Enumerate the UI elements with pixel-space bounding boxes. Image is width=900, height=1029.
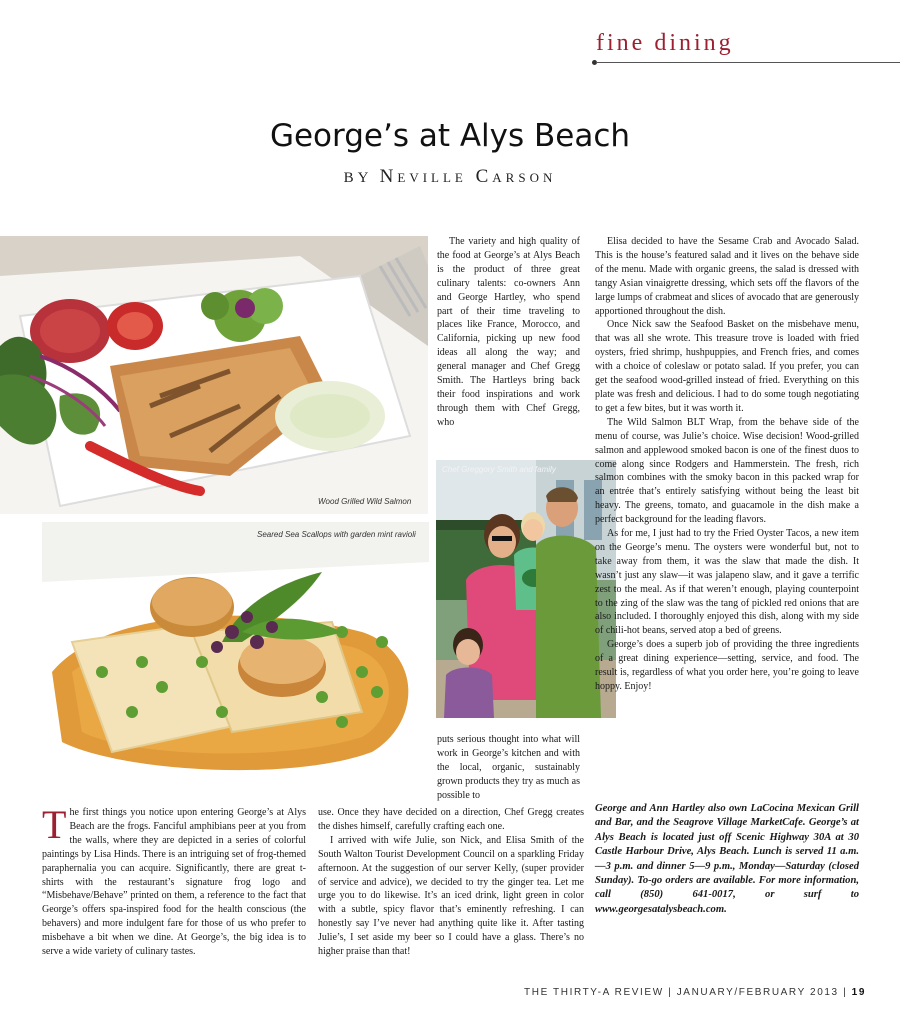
col1-upper-text (437, 235, 580, 430)
footer-separator-2: | (843, 987, 852, 998)
footer-issue: JANUARY/FEBRUARY 2013 (676, 987, 839, 998)
article-byline (0, 166, 900, 188)
article-title: George’s at Alys Beach (269, 118, 631, 154)
col1-bottom-text (42, 802, 306, 959)
page-footer (496, 987, 866, 998)
col2-paragraph-1: use. Once they have decided on a direction, Chef Gregg creates the dishes himself, carefully crafting each one. (318, 807, 584, 832)
scallops-caption: Seared Sea Scallops with garden mint ravioli (257, 530, 416, 539)
col1-intro-paragraph: The variety and high quality of the food at George’s at Alys Beach is the product of three great culinary talents: co-owners Ann and George Hartley, who spend part of their time traveling to places like France, Morocco, and California, picking up new food ideas all along the way; and general manager and Chef Gregg Smith. The Hartleys bring back their food inspirations and work through them with Chef Gregg, who (437, 236, 580, 428)
col1-cont-text (437, 733, 580, 803)
col3-paragraph-2: Once Nick saw the Seafood Basket on the misbehave menu, that was all she wrote. This treasure trove is loaded with fried oysters, fried shrimp, hushpuppies, and French fries, and comes with a choice of coleslaw or potato salad. If you prefer, you can get the seafood wood-grilled instead of fried. Everything on this plate was fresh and delicious. I had to do some tough negotiating to get a few bites, but it was worth it. (595, 319, 859, 414)
footer-publication: THE THIRTY-A REVIEW (524, 987, 664, 998)
opening-paragraph-text: he first things you notice upon entering George’s at Alys Beach are the frogs. Fanciful amphibians peer at you from the walls, where they are depicted in a series of colorful paintings by Lisa Hinds. There is an intriguing set of frog-themed paraphernalia you can acquire. Significantly, there are great t-shirts with the restaurant’s signature frog logo and “Misbehave/Behave” printed on them, a reference to the fact that George’s offers spa-inspired food for the health conscious (the behavers) and more indulgent fare for those of us who prefer to misbehave a bit when we dine. At George’s, the big idea is to serve a wide variety of culinary tastes. (42, 807, 306, 958)
chef-caption: Chef Greggory Smith and family (442, 465, 556, 474)
salmon-photo (0, 236, 428, 514)
salmon-caption: Wood Grilled Wild Salmon (318, 497, 412, 506)
section-rule (596, 62, 900, 63)
section-label: fine dining (596, 30, 734, 56)
col1-cont-paragraph: puts serious thought into what will work in George’s kitchen and with the local, organic, sustainably grown products they try as much as possible to (437, 734, 580, 801)
drop-cap: T (42, 802, 67, 847)
col3-paragraph-4: As for me, I just had to try the Fried Oyster Tacos, a new item on the George’s menu. The oysters were wonderful but, not to take away from them, it was the slaw that made the dish. It wasn’t just any slaw—it was jalapeno slaw, and it gave a terrific zest to the meal. As if that weren’t enough, playing counterpoint to the zing of the slaw was the tang of pickled red onions that are also included. I thoroughly enjoyed this dish, along with my side of chili-hot beans, served atop a bed of greens. (595, 528, 859, 637)
byline-by: BY (343, 170, 372, 186)
chef-family-photo (436, 460, 616, 718)
col3-paragraph-3: The Wild Salmon BLT Wrap, from the behave side of the menu of course, was Julie’s choice. Wise decision! Wood-grilled salmon and applewood smoked bacon is one of the finest duos to come along since Rodgers and Hammerstein. The fresh, rich salmon combines with the smoky bacon in this packed wrap for an entrée that’s entirely satisfying without being the least bit heavy. The greens, tomato, and guacamole in the dish make a perfect background for the leading flavors. (595, 416, 859, 526)
scallops-photo (42, 522, 429, 782)
opening-paragraph (42, 802, 306, 959)
footer-separator: | (668, 987, 677, 998)
byline-author: Neville Carson (379, 166, 557, 187)
page-number: 19 (851, 987, 866, 998)
col3-text (595, 235, 859, 694)
col3-paragraph-5: George’s does a superb job of providing the three ingredients of a great dining experience—setting, service, and food. The result is, regardless of what you order here, you’re going to leave hoppy. Enjoy! (595, 639, 859, 692)
restaurant-info-note: George and Ann Hartley also own LaCocina Mexican Grill and Bar, and the Seagrove Village MarketCafe. George’s at Alys Beach is located just off Scenic Highway 30A at 30 Castle Harbour Drive, Alys Beach. Lunch is served 11 a.m.—3 p.m. and dinner 5—9 p.m., Monday—Saturday (closed Sunday). To-go orders are available. For more information, call (850) 641-0017, or surf to www.georgesatalysbeach.com. (595, 803, 859, 915)
col2-text (318, 806, 584, 959)
col2-paragraph-2: I arrived with wife Julie, son Nick, and Elisa Smith of the South Walton Tourist Development Council on a sparkling Friday afternoon. At the suggestion of our server Kelly, (super provider of service and advice), we decided to try the ginger tea. Let me urge you to do likewise. It’s an iced drink, light green in color with a subtle, spicy flavor that’s eminently refreshing. I can honestly say I’ve never had anything quite like it. After tasting Julie’s, I set aside my beer so I could have a glass. There’s no higher praise than that! (318, 834, 584, 958)
col3-paragraph-1: Elisa decided to have the Sesame Crab and Avocado Salad. This is the house’s featured salad and it lives on the behave side of the menu. Made with organic greens, the salad is dressed with tangy Asian vinaigrette dressing, which sets off the flavors of the large lumps of crabmeat and slices of avocado that are generously apportioned throughout the dish. (595, 236, 859, 317)
